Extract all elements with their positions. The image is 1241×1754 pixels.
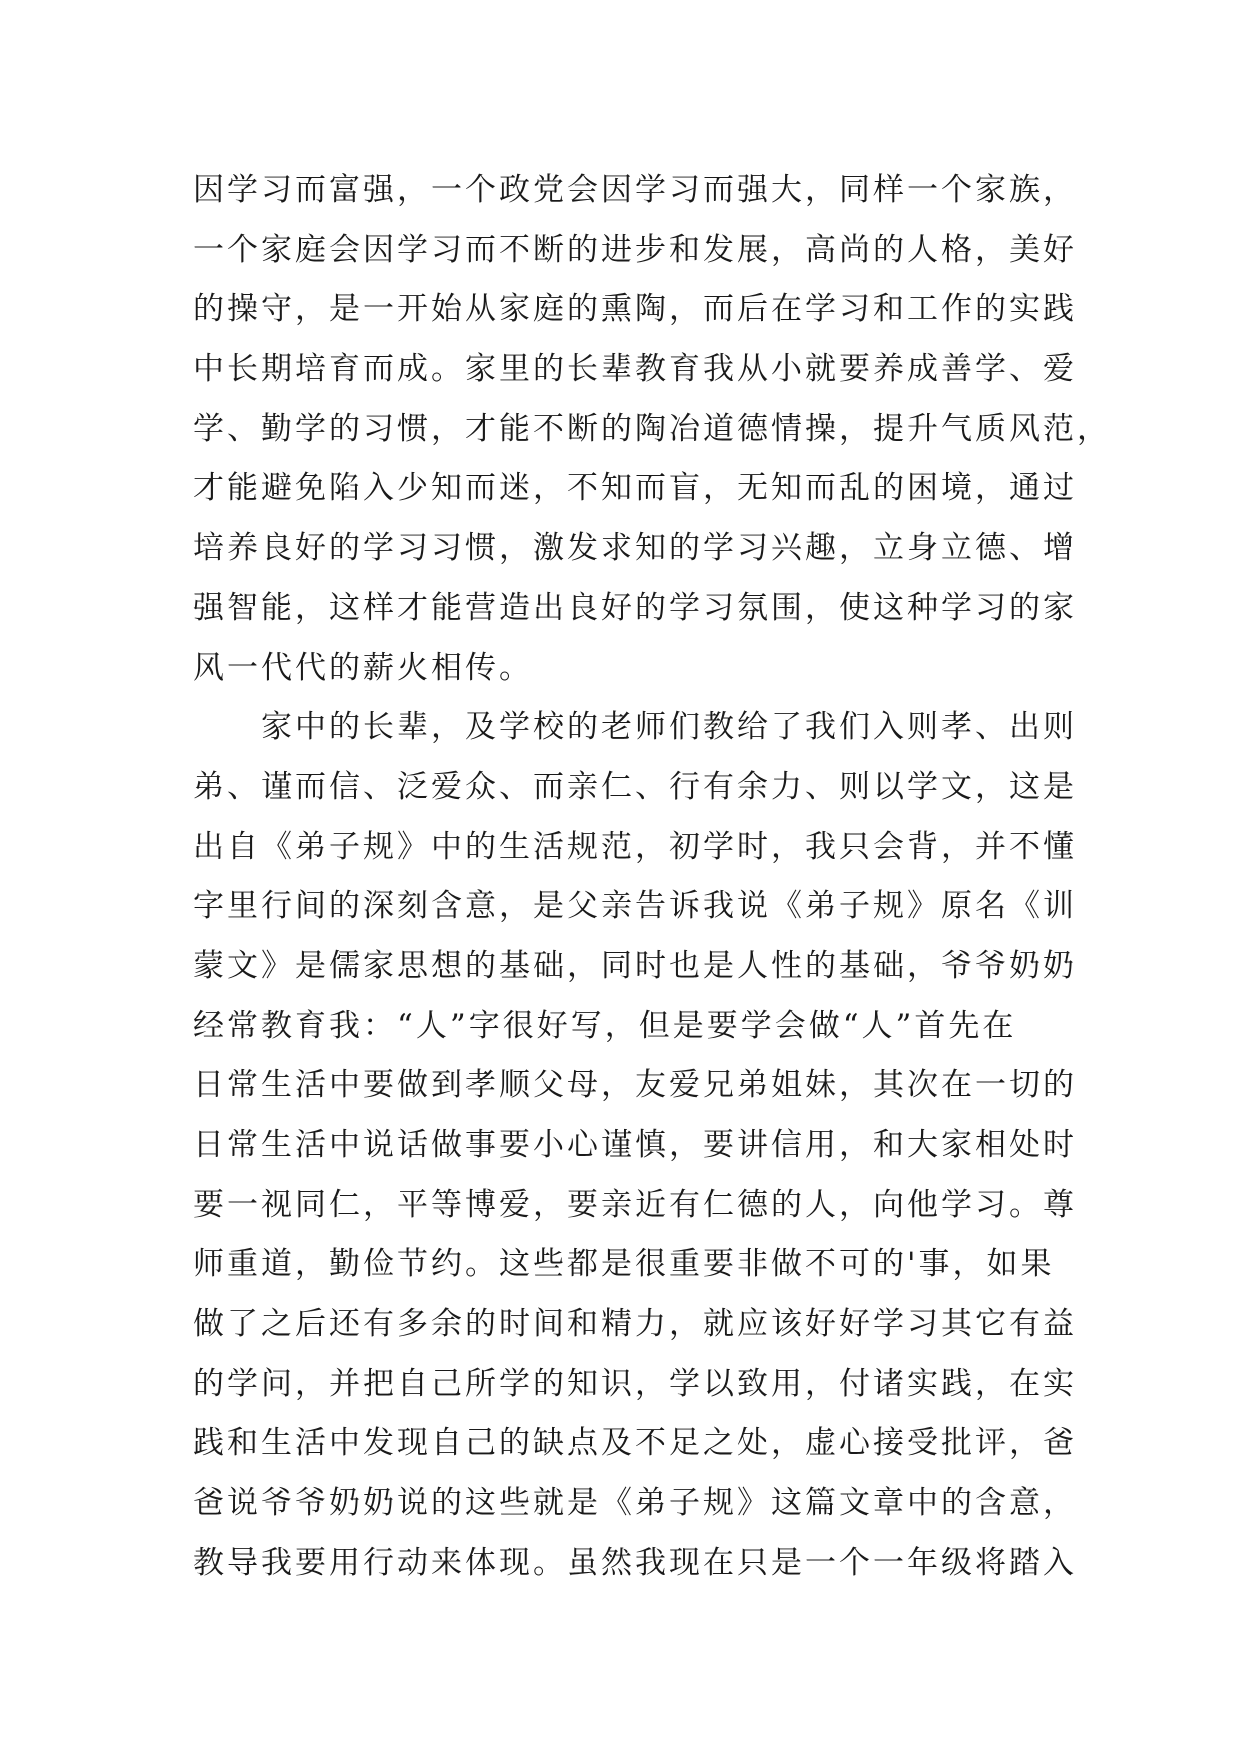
text-line: 中长期培育而成。家里的长辈教育我从小就要养成善学、爱 [193, 351, 1077, 388]
text-line: 才能避免陷入少知而迷，不知而盲，无知而乱的困境，通过 [193, 470, 1077, 507]
text-line: 一个家庭会因学习而不断的进步和发展，高尚的人格，美好 [193, 231, 1077, 268]
text-line: 出自《弟子规》中的生活规范，初学时，我只会背，并不懂 [193, 828, 1077, 865]
text-line: 的学问，并把自己所学的知识，学以致用，付诸实践，在实 [193, 1365, 1077, 1402]
text-line: 师重道，勤俭节约。这些都是很重要非做不可的'事，如果 [193, 1246, 1055, 1283]
text-line: 因学习而富强，一个政党会因学习而强大，同样一个家族， [193, 172, 1077, 208]
text-line: 字里行间的深刻含意，是父亲告诉我说《弟子规》原名《训 [193, 888, 1077, 925]
body-text [193, 161, 1111, 1594]
text-line: 做了之后还有多余的时间和精力，就应该好好学习其它有益 [193, 1306, 1077, 1343]
text-line: 经常教育我：“人”字很好写，但是要学会做“人”首先在 [193, 1007, 1017, 1044]
text-line: 弟、谨而信、泛爱众、而亲仁、行有余力、则以学文，这是 [193, 768, 1077, 805]
text-line: 强智能，这样才能营造出良好的学习氛围，使这种学习的家 [193, 589, 1077, 626]
text-line: 日常生活中说话做事要小心谨慎，要讲信用，和大家相处时 [193, 1127, 1077, 1163]
text-line: 爸说爷爷奶奶说的这些就是《弟子规》这篇文章中的含意， [193, 1485, 1077, 1522]
text-line: 风一代代的薪火相传。 [193, 649, 533, 686]
text-line: 要一视同仁，平等博爱，要亲近有仁德的人，向他学习。尊 [193, 1186, 1077, 1223]
text-line: 蒙文》是儒家思想的基础，同时也是人性的基础，爷爷奶奶 [193, 947, 1077, 984]
text-line: 学、勤学的习惯，才能不断的陶冶道德情操，提升气质风范， [193, 410, 1111, 447]
text-line: 家中的长辈，及学校的老师们教给了我们入则孝、出则 [193, 709, 1077, 746]
text-line: 日常生活中要做到孝顺父母，友爱兄弟姐妹，其次在一切的 [193, 1067, 1077, 1104]
text-line: 的操守，是一开始从家庭的熏陶，而后在学习和工作的实践 [193, 291, 1077, 328]
text-line: 教导我要用行动来体现。虽然我现在只是一个一年级将踏入 [193, 1544, 1077, 1581]
text-line: 培养良好的学习习惯，激发求知的学习兴趣，立身立德、增 [193, 530, 1077, 567]
text-line: 践和生活中发现自己的缺点及不足之处，虚心接受批评，爸 [193, 1425, 1077, 1462]
